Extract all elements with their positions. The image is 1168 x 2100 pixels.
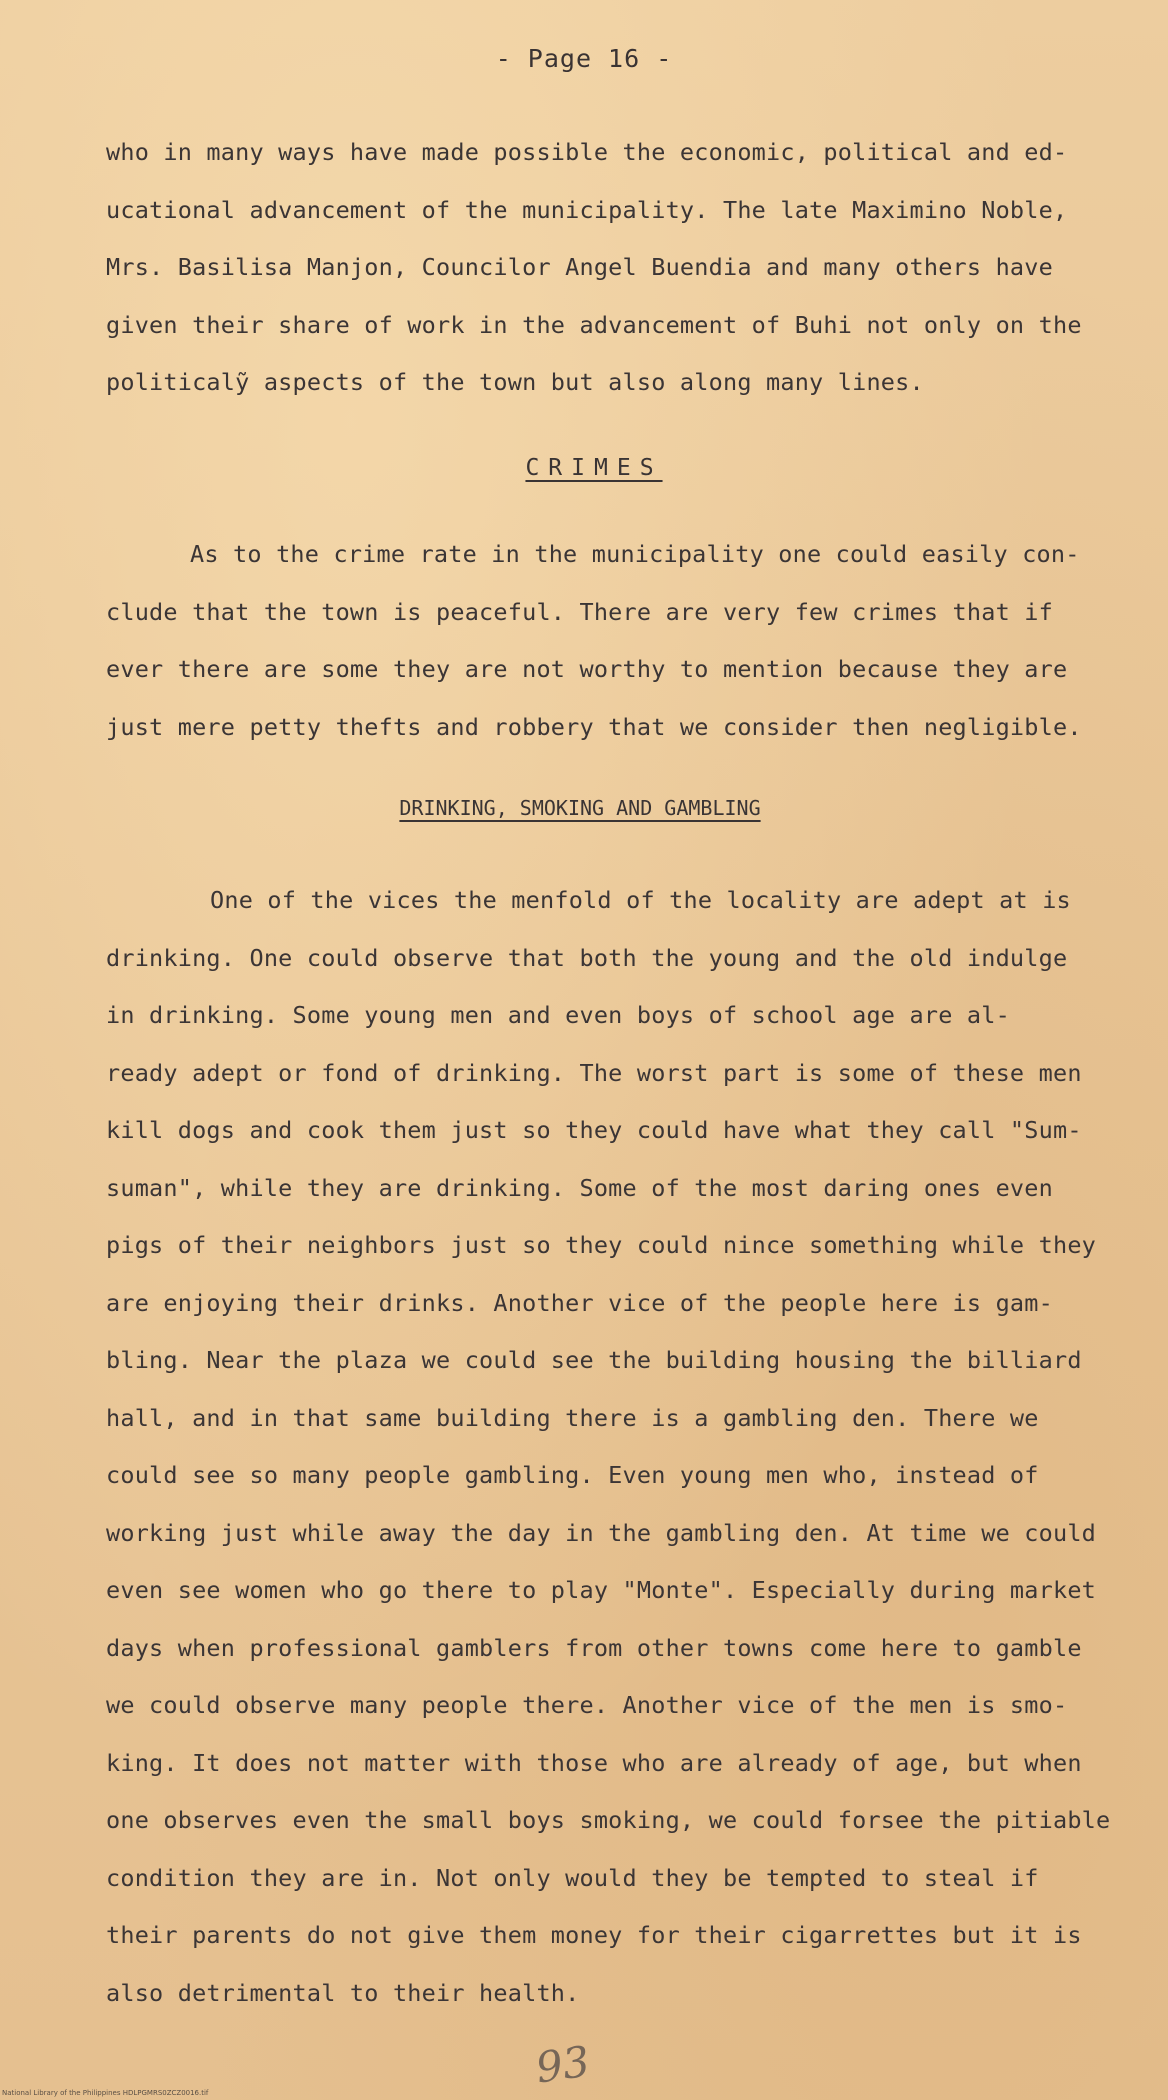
text-line: clude that the town is peaceful. There are very few crimes that if (106, 597, 1053, 626)
text-line: One of the vices the menfold of the locality are adept at is (210, 886, 1071, 914)
text-line: politicalỹ aspects of the town but also along many lines. (106, 368, 924, 396)
text-line: ready adept or fond of drinking. The worst part is some of these men (106, 1058, 1082, 1087)
text-line: As to the crime rate in the municipality one could easily con- (190, 540, 1080, 568)
text-line: even see women who go there to play "Monte". Especially during market (106, 1576, 1097, 1604)
text-line: bling. Near the plaza we could see the building housing the billiard (106, 1346, 1082, 1374)
text-line: their parents do not give them money for their cigarrettes but it is (106, 1921, 1082, 1949)
text-line: ever there are some they are not worthy to mention because they are (106, 655, 1068, 683)
text-line: one observes even the small boys smoking, we could forsee the pitiable (106, 1806, 1111, 1834)
text-line: days when professional gamblers from other towns come here to gamble (106, 1633, 1082, 1662)
text-line: Mrs. Basilisa Manjon, Councilor Angel Buendia and many others have (106, 253, 1053, 281)
text-line: ucational advancement of the municipality. The late Maximino Noble, (106, 195, 1068, 224)
text-line: drinking. One could observe that both the young and the old indulge (106, 943, 1068, 972)
text-line: hall, and in that same building there is a gambling den. There we (106, 1403, 1039, 1432)
section-heading-vices: DRINKING, SMOKING AND GAMBLING (399, 796, 761, 820)
text-line: suman", while they are drinking. Some of the most daring ones even (106, 1173, 1053, 1202)
vices-paragraph (106, 872, 1111, 2022)
text-line: who in many ways have made possible the economic, political and ed- (106, 138, 1068, 166)
text-line: working just while away the day in the gambling den. At time we could (106, 1518, 1097, 1547)
text-line: pigs of their neighbors just so they could nince something while they (106, 1231, 1097, 1259)
text-line: king. It does not matter with those who are already of age, but when (106, 1748, 1082, 1777)
text-line: given their share of work in the advancement of Buhi not only on the (106, 310, 1082, 339)
text-line: kill dogs and cook them just so they could have what they call "Sum- (106, 1116, 1082, 1144)
text-line: could see so many people gambling. Even young men who, instead of (106, 1461, 1039, 1489)
archive-footer: National Library of the Philippines HDLPGMRS0ZCZ0016.tif (2, 2089, 209, 2097)
text-line: just mere petty thefts and robbery that we consider then negligible. (106, 712, 1082, 741)
intro-paragraph (106, 124, 1106, 412)
page-number-header: - Page 16 - (495, 44, 673, 73)
handwritten-page-number: 93 (532, 2036, 593, 2093)
text-line: also detrimental to their health. (106, 1978, 580, 2007)
text-line: are enjoying their drinks. Another vice of the people here is gam- (106, 1288, 1053, 1317)
crimes-paragraph (106, 526, 1106, 756)
text-line: condition they are in. Not only would they be tempted to steal if (106, 1863, 1039, 1892)
section-heading-crimes: CRIMES (525, 455, 663, 481)
text-line: we could observe many people there. Another vice of the men is smo- (106, 1691, 1068, 1719)
text-line: in drinking. Some young men and even boys of school age are al- (106, 1001, 1010, 1029)
